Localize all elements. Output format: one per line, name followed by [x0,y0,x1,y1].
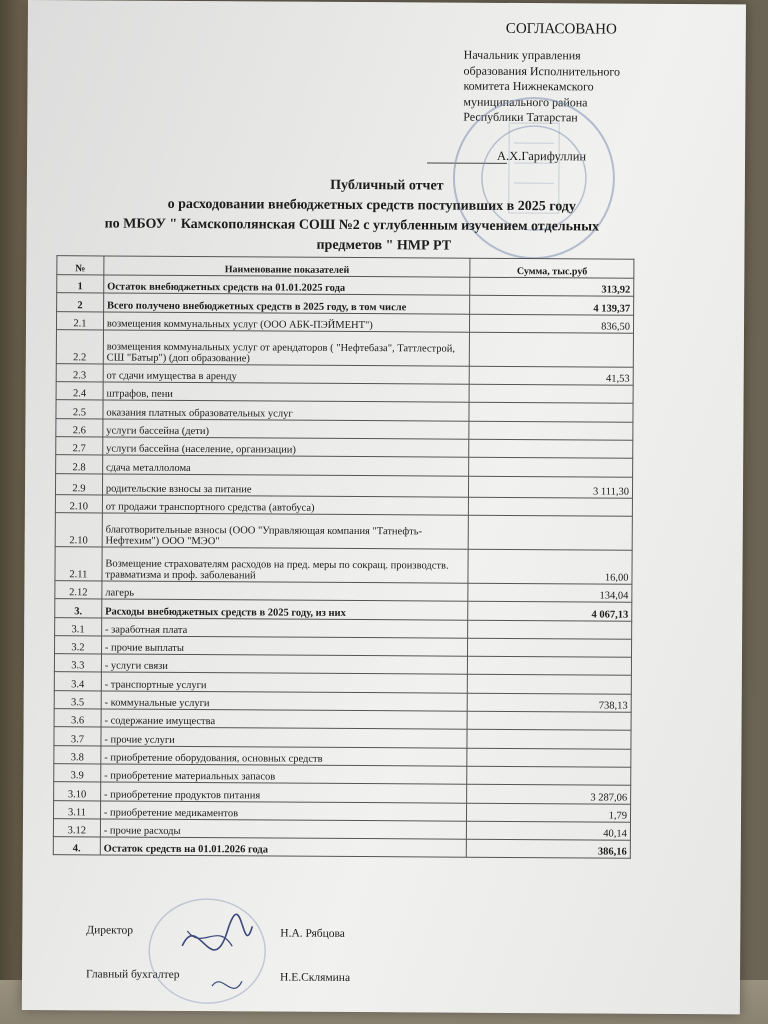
report-subtitle: о расходовании внебюджетных средств поступивших в 2025 году [167,196,576,215]
row-name: Остаток внебюджетных средств на 01.01.2025 года [104,275,471,296]
approval-line: образования Исполнительного [463,63,621,79]
director-label: Директор [86,924,134,937]
row-number: 2.7 [56,437,103,456]
row-name: возмещения коммунальных услуг от арендаторов ( "Нефтебаза", Таттлестрой, СШ "Батыр") (доп образование) [103,330,470,366]
header-number: № [57,256,104,275]
accountant-label: Главный бухгалтер [86,968,180,981]
row-number: 2.12 [55,581,102,600]
signature-stamp-icon [142,891,273,1012]
row-sum: 386,16 [467,839,631,858]
row-number: 3.1 [55,617,102,636]
row-name: от продажи транспортного средства (автобуса) [102,495,469,516]
row-sum: 738,13 [468,693,632,712]
table-row [55,473,632,498]
accountant-name: Н.Е.Склямина [279,971,351,984]
row-sum [469,515,633,550]
report-organization-cont: предметов " НМР РТ [316,237,452,254]
row-name: Расходы внебюджетных средств в 2025 году, из них [102,599,469,620]
row-number: 3.2 [55,636,102,655]
row-sum [470,384,634,403]
row-number: 2 [57,293,104,312]
row-name: - приобретение медикаментов [100,800,467,821]
row-sum [468,711,632,730]
row-sum [468,656,632,675]
row-name: оказания платных образовательных услуг [103,400,470,421]
row-number: 3.5 [54,690,101,709]
row-sum [468,675,632,694]
report-title: Публичный отчет [330,177,444,194]
row-sum: 41,53 [470,366,634,385]
row-name: возмещения коммунальных услуг (ООО АБК-ПЭЙМЕНТ") [103,312,470,333]
row-name: - коммунальные услуги [101,691,468,712]
row-number: 3.8 [54,745,101,764]
row-number: 3. [55,599,102,618]
row-number: 2.9 [55,473,102,494]
header-sum: Сумма, тыс.руб [470,258,634,278]
row-name: Остаток средств на 01.01.2026 года [100,837,467,858]
row-sum [469,458,633,477]
row-number: 2.10 [55,513,102,547]
approval-line: комитета Нижнекамского [463,78,594,94]
row-sum: 4 139,37 [470,296,634,315]
row-sum [470,332,634,367]
row-number: 4. [53,837,100,856]
row-name: штрафов, пени [103,382,470,403]
row-name: от сдачи имущества в аренду [103,364,470,385]
table-body [53,275,634,859]
row-name: - прочие услуги [101,727,468,748]
row-number: 2.6 [56,418,103,437]
row-sum [468,638,632,657]
row-name: - заработная плата [101,618,468,639]
row-number: 2.4 [56,382,103,401]
row-sum [467,730,631,749]
row-number: 2.2 [56,330,103,364]
approval-line: Республики Татарстан [463,109,578,125]
row-name: - прочие выплаты [101,636,468,657]
row-name: - содержание имущества [101,709,468,730]
row-name: - транспортные услуги [101,672,468,693]
row-sum: 3 111,30 [469,476,633,498]
document-page [22,0,746,1014]
row-sum: 16,00 [468,549,632,584]
row-number: 3.7 [54,727,101,746]
row-name: - приобретение оборудования, основных средств [101,746,468,767]
approval-signatory: А.Х.Гарифуллин [497,148,587,164]
row-number: 2.3 [56,364,103,383]
row-sum [467,748,631,767]
row-sum: 40,14 [467,821,631,840]
row-name: услуги бассейна (дети) [103,419,470,440]
row-number: 3.11 [54,800,101,819]
row-sum [469,439,633,458]
row-sum [469,497,633,516]
header-name: Наименование показателей [104,256,471,277]
row-number: 3.12 [53,818,100,837]
row-number: 3.9 [54,764,101,783]
row-name: благотворительные взносы (ООО "Управляющая компания "Татнефть-Нефтехим") ООО "МЭО" [102,513,469,549]
row-number: 3.6 [54,709,101,728]
row-sum: 313,92 [470,277,634,296]
row-number: 2.8 [56,455,103,474]
table-row [56,330,633,368]
row-number: 2.11 [55,547,102,581]
row-number: 3.10 [54,782,101,801]
row-name: - приобретение материальных запасов [101,764,468,785]
row-sum [468,620,632,639]
row-number: 2.1 [56,311,103,330]
row-number: 1 [57,275,104,294]
row-name: - прочие расходы [100,819,467,840]
row-number: 2.5 [56,400,103,419]
row-name: родительские взносы за питание [102,474,469,497]
row-name: - услуги связи [101,654,468,675]
row-sum: 134,04 [468,583,632,602]
approval-line: Начальник управления [463,47,581,63]
row-sum [467,766,631,785]
row-sum [469,403,633,422]
report-organization: по МБОУ " Камскополянская СОШ №2 с углубленным изучением отдельных [104,216,600,235]
report-heading [86,174,646,257]
row-name: сдача металлолома [102,455,469,476]
row-number: 3.3 [54,654,101,673]
row-name: Всего получено внебюджетных средств в 2025 году, в том числе [103,293,470,314]
table-row [55,547,632,585]
row-name: Возмещение страхователям расходов на пред. меры по сокращ. производств. травматизма и проф. заболеваний [102,547,469,583]
approval-line: муниципального района [463,94,588,109]
row-sum: 3 287,06 [467,784,631,803]
table-row [55,513,632,551]
director-name: Н.А. Рябцова [280,927,345,940]
row-sum [469,421,633,440]
row-sum: 4 067,13 [468,601,632,620]
row-sum: 836,50 [470,314,634,333]
report-table [53,255,635,859]
row-number: 3.4 [54,672,101,691]
approval-title: СОГЛАСОВАНО [505,20,617,38]
table-row [53,837,630,859]
row-name: услуги бассейна (население, организации) [103,437,470,458]
row-sum: 1,79 [467,803,631,822]
row-name: - приобретение продуктов питания [100,782,467,803]
row-number: 2.10 [55,494,102,513]
row-name: лагерь [102,581,469,602]
